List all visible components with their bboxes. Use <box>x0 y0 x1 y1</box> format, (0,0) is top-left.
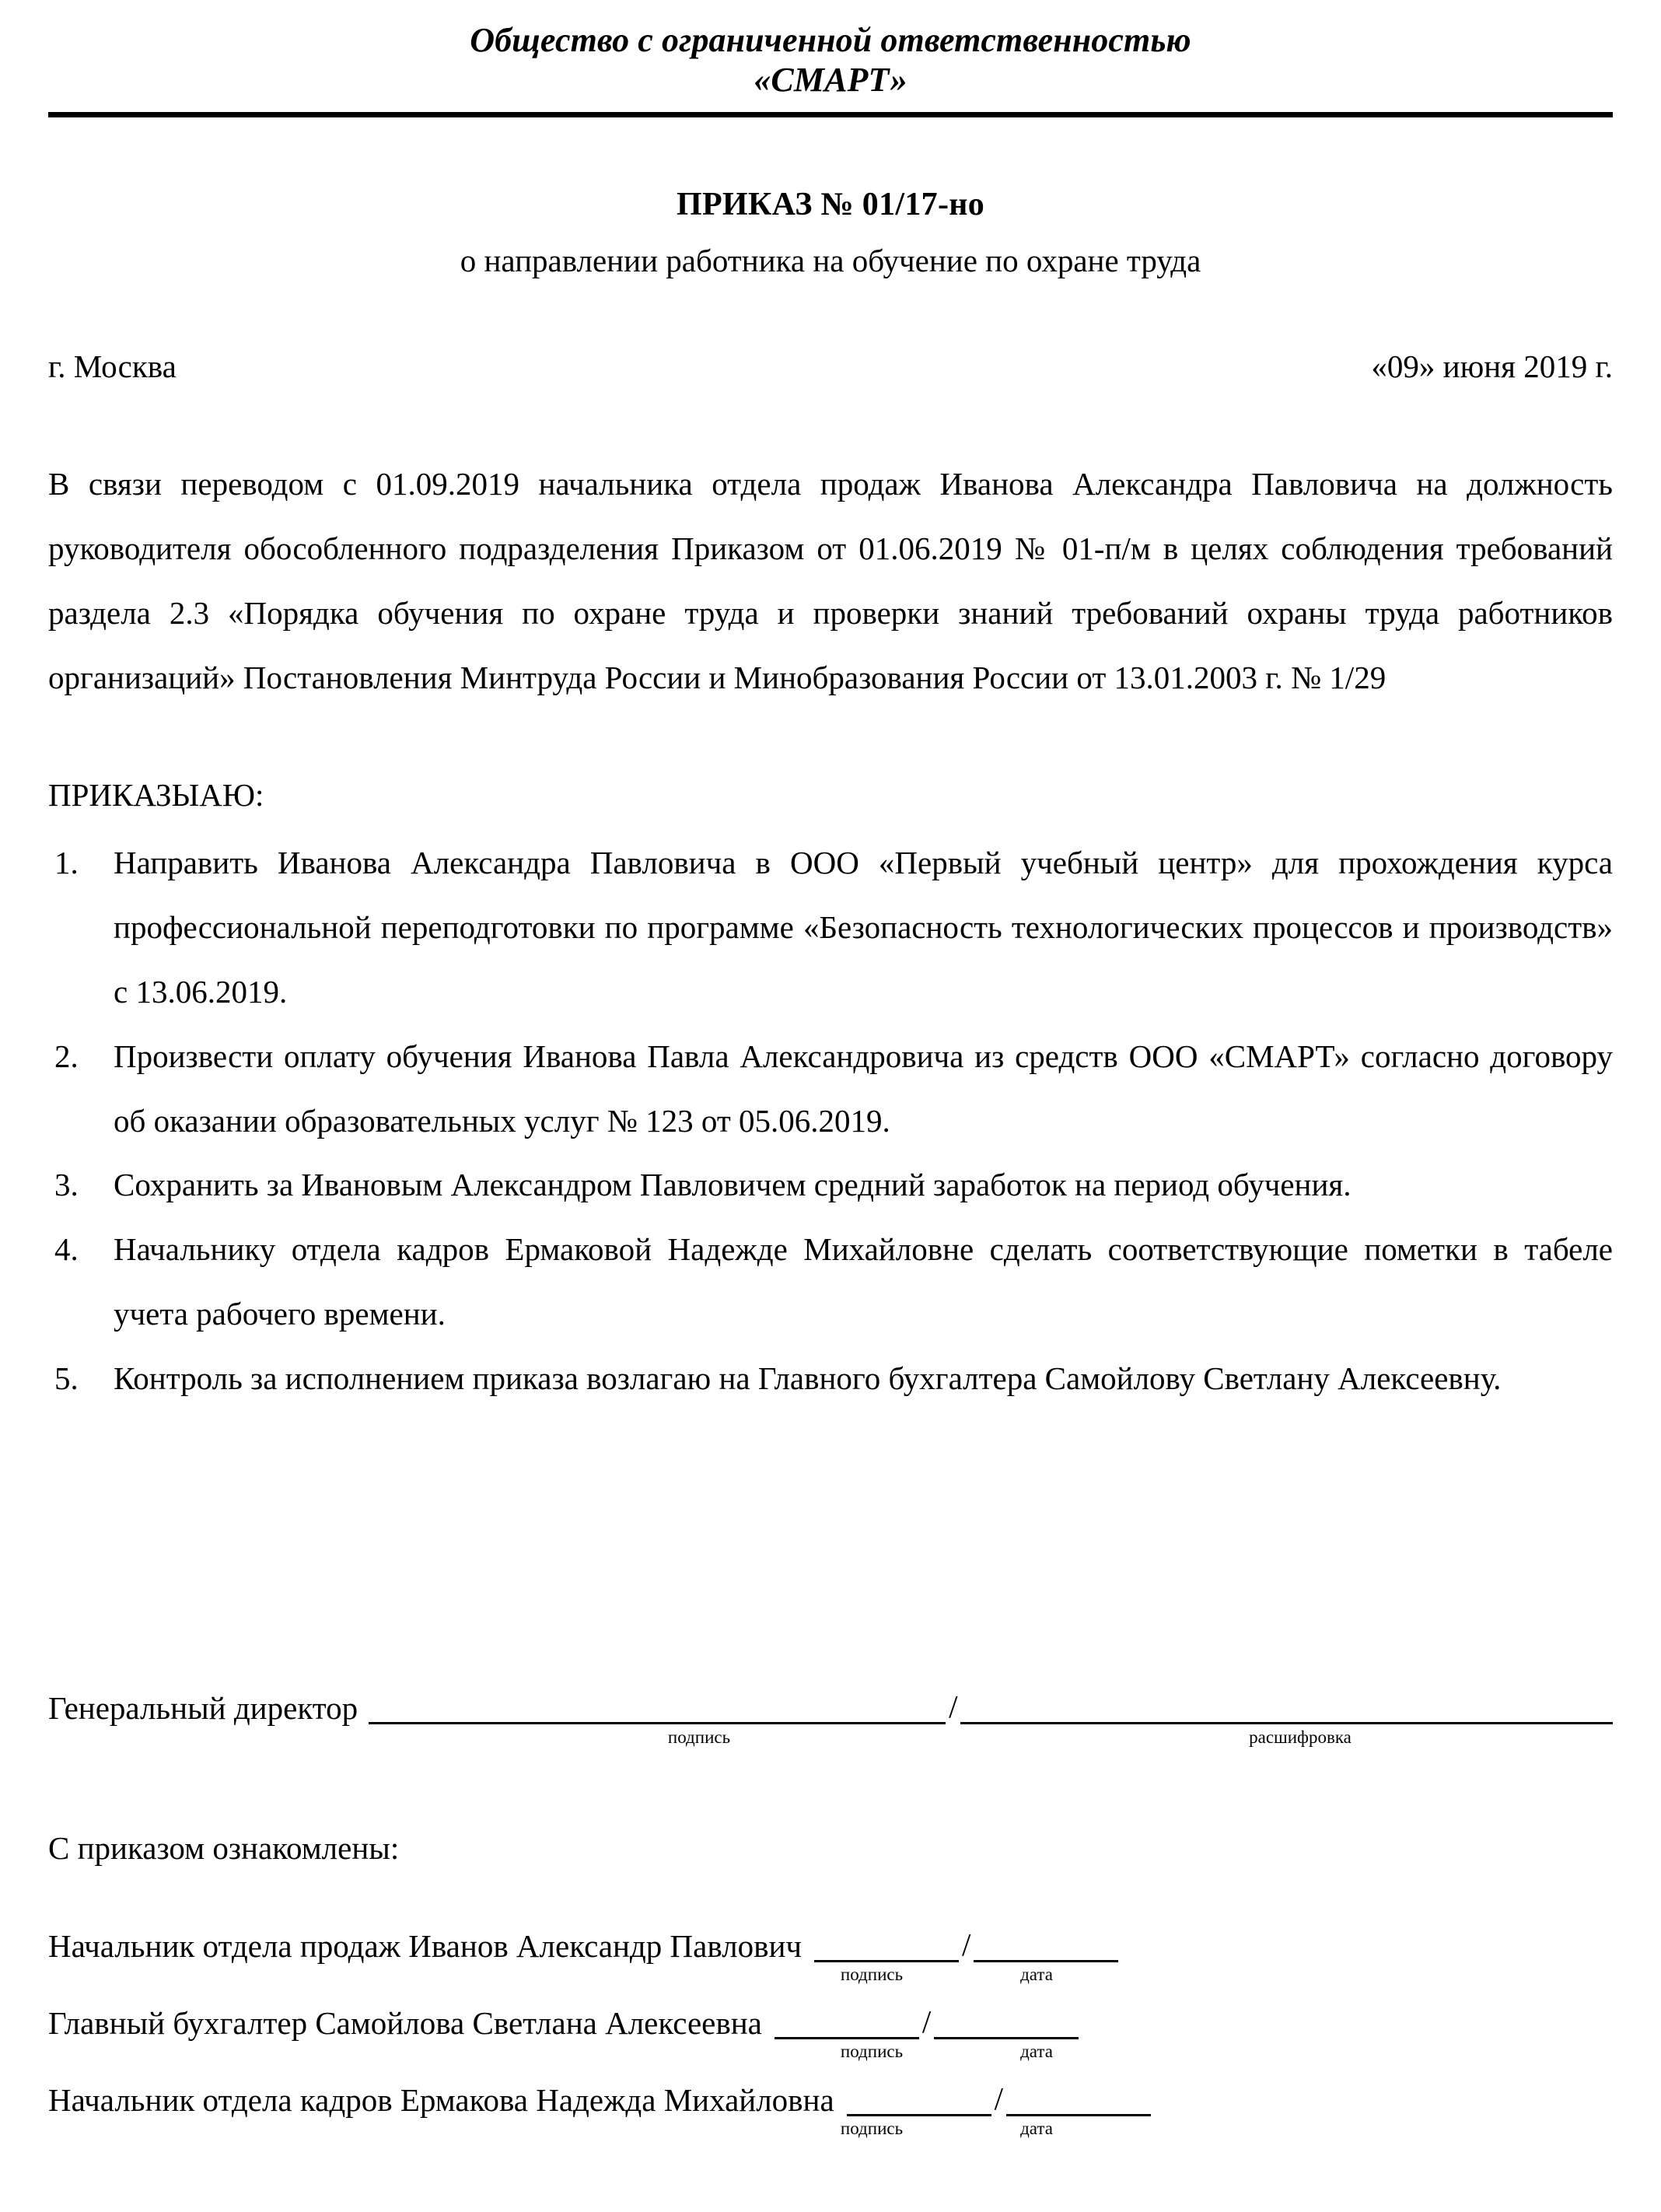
caption-date: дата <box>1020 1965 1053 1984</box>
director-caption-row <box>48 1727 1613 1748</box>
acknowledger-signature-line[interactable] <box>814 1929 959 1962</box>
caption-date: дата <box>1020 2042 1053 2061</box>
acknowledger-date-line[interactable] <box>1006 2083 1151 2116</box>
acknowledger-signature-line[interactable] <box>775 2006 919 2039</box>
directives-list <box>48 831 1613 1410</box>
acknowledgement-fields <box>775 2006 1079 2039</box>
director-signature-block <box>48 1686 1613 1748</box>
signature-separator: / <box>962 1927 971 1962</box>
document-date: «09» июня 2019 г. <box>1371 348 1613 385</box>
caption-signature: подпись <box>667 1727 731 1747</box>
directive-item: Начальнику отдела кадров Ермаковой Надежде Михайловне сделать соответствующие пометки в табеле учета рабочего времени. <box>114 1231 1613 1332</box>
acknowledger-signature-line[interactable] <box>847 2083 991 2116</box>
signature-separator: / <box>921 2004 932 2039</box>
directive-item: Направить Иванова Александра Павловича в ООО «Первый учебный центр» для прохождения курса профессиональной переподготовки по программе «Безопасность технологических процессов и производств» с 13.06.2019. <box>114 845 1613 1010</box>
acknowledgement-caption-row <box>48 2119 1613 2139</box>
page-title: ПРИКАЗ № 01/17-но <box>676 187 985 223</box>
director-name-line[interactable] <box>960 1686 1613 1724</box>
acknowledgement-row <box>48 2006 1613 2039</box>
acknowledgement-item <box>48 2006 1613 2062</box>
title-block <box>48 186 1613 279</box>
document-place: г. Москва <box>48 348 177 385</box>
caption-signature: подпись <box>840 1965 904 1984</box>
acknowledgement-item <box>48 2083 1613 2139</box>
directive-item: Произвести оплату обучения Иванова Павла Александровича из средств ООО «СМАРТ» согласно договору об оказании образовательных услуг № 123 от 05.06.2019. <box>114 1038 1613 1139</box>
signature-separator: / <box>994 2081 1004 2116</box>
company-name: «СМАРТ» <box>754 61 907 100</box>
director-signature-fields <box>369 1686 1613 1724</box>
caption-signature: подпись <box>840 2119 904 2138</box>
directive-item: Сохранить за Ивановым Александром Павловичем средний заработок на период обучения. <box>114 1167 1352 1203</box>
signature-separator: / <box>949 1689 958 1724</box>
director-signature-line[interactable] <box>369 1686 946 1724</box>
director-label: Генеральный директор <box>48 1690 358 1726</box>
order-heading: ПРИКАЗЫАЮ: <box>48 777 264 814</box>
acknowledgement-heading: С приказом ознакомлены: <box>48 1830 400 1866</box>
acknowledger-date-line[interactable] <box>974 1929 1118 1962</box>
acknowledger-name: Главный бухгалтер Самойлова Светлана Алексеевна <box>48 2005 762 2041</box>
acknowledger-name: Начальник отдела кадров Ермакова Надежда Михайловна <box>48 2082 834 2118</box>
place-date-row <box>48 348 1613 385</box>
acknowledgement-list <box>48 1929 1613 2160</box>
directive-item: Контроль за исполнением приказа возлагаю на Главного бухгалтера Самойлову Светлану Алексеевну. <box>114 1360 1502 1396</box>
acknowledgement-caption-row <box>48 1965 1613 1985</box>
acknowledgement-fields <box>814 1929 1118 1962</box>
acknowledgement-caption-row <box>48 2042 1613 2062</box>
caption-name-decoding: расшифровка <box>1249 1727 1352 1747</box>
acknowledger-name: Начальник отдела продаж Иванов Александр Павлович <box>48 1928 803 1964</box>
caption-signature: подпись <box>840 2042 904 2061</box>
acknowledgement-fields <box>847 2083 1151 2116</box>
acknowledgement-item <box>48 1929 1613 1985</box>
acknowledger-date-line[interactable] <box>934 2006 1079 2039</box>
letterhead <box>48 0 1613 117</box>
preamble-paragraph: В связи переводом с 01.09.2019 начальника отдела продаж Иванова Александра Павловича на должность руководителя обособленного подразделения Приказом от 01.06.2019 № 01-п/м в целях соблюдения требований раздела 2.3 «Порядка обучения по охране труда и проверки знаний требований охраны труда работников организаций» Постановления Минтруда России и Минобразования России от 13.01.2003 г. № 1/29 <box>48 466 1613 695</box>
director-signature-row <box>48 1686 1613 1724</box>
page-subtitle: о направлении работника на обучение по охране труда <box>460 243 1201 279</box>
acknowledgement-row <box>48 2083 1613 2116</box>
company-legal-form: Общество с ограниченной ответственностью <box>470 21 1191 59</box>
acknowledgement-row <box>48 1929 1613 1962</box>
letterhead-divider <box>48 112 1613 117</box>
caption-date: дата <box>1020 2119 1053 2138</box>
